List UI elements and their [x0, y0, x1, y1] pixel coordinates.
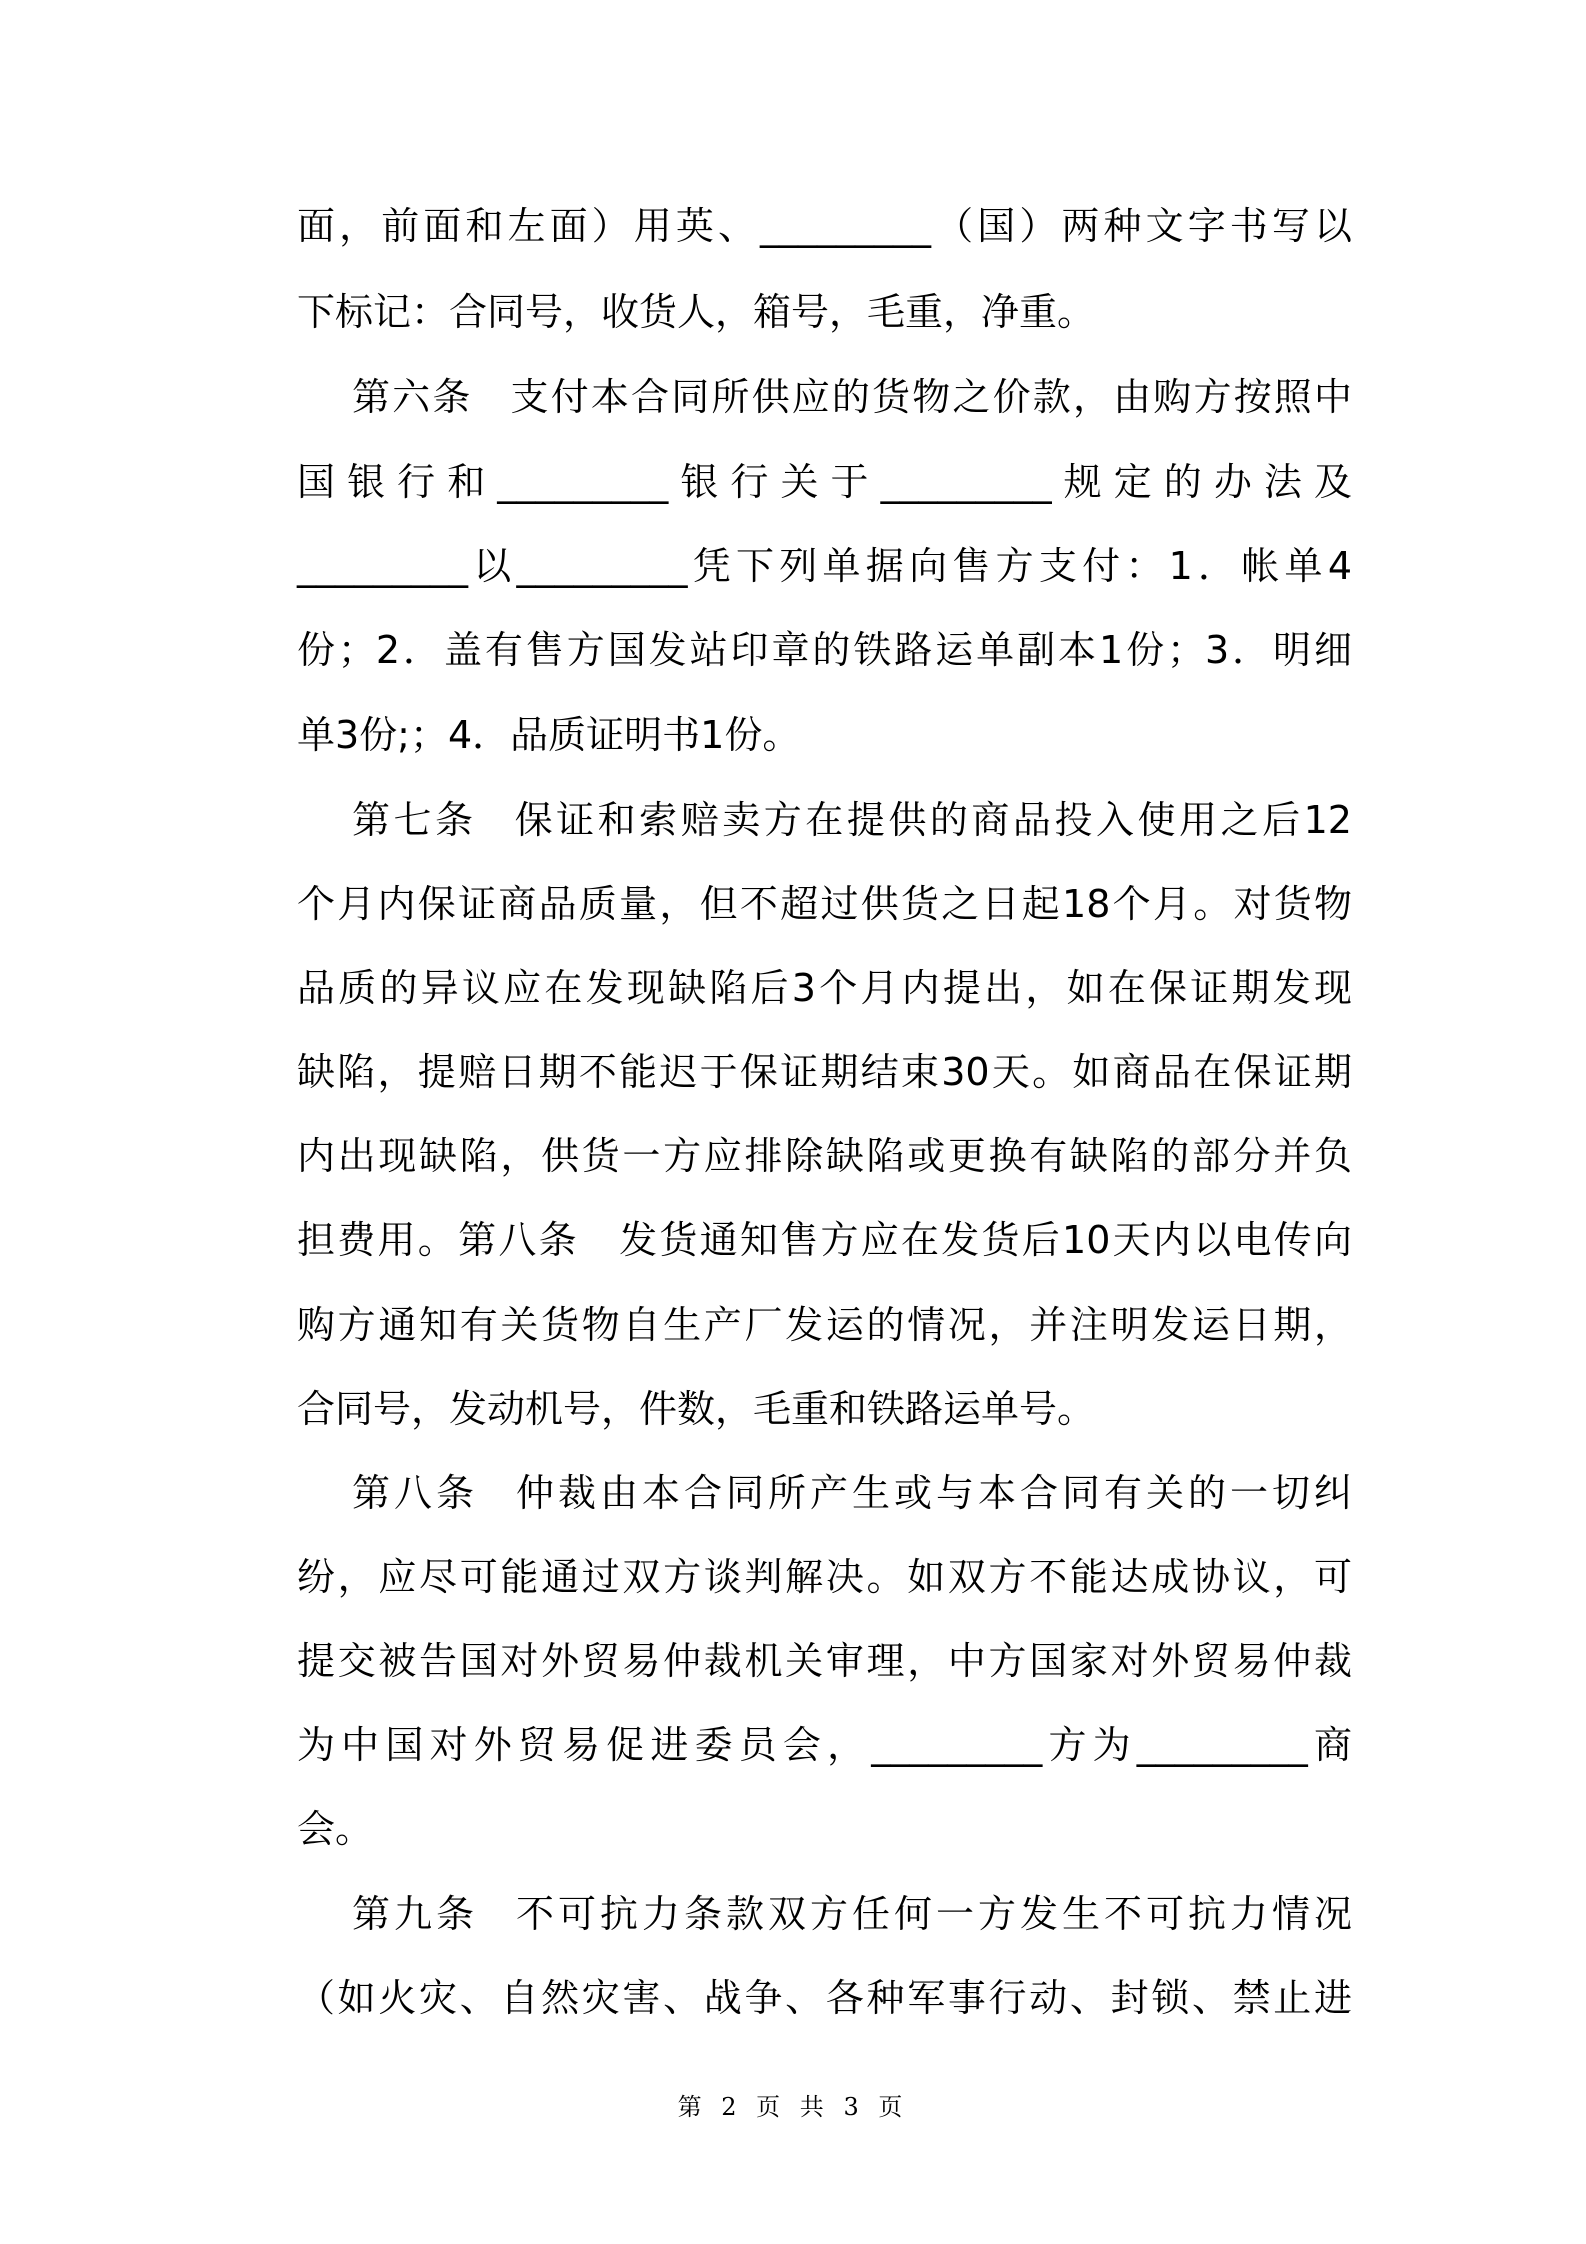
article-6-line: [352, 362, 1352, 432]
article-7-label: 第七条: [352, 798, 477, 842]
text-line: 个月内保证商品质量，但不超过供货之日起18个月。对货物: [297, 882, 1352, 926]
page-number: 第 2 页 共 3 页: [677, 2093, 909, 2121]
text-line: （如火灾、自然灾害、战争、各种军事行动、封锁、禁止进: [297, 1976, 1352, 2020]
article-9-line: [352, 1879, 1352, 1949]
text-line: 合同号，发动机号，件数，毛重和铁路运单号。: [297, 1387, 1096, 1431]
text-line: 份；2．盖有售方国发站印章的铁路运单副本1份；3．明细: [297, 628, 1352, 672]
article-6-label: 第六条: [352, 375, 473, 419]
text-line: 会。: [297, 1807, 374, 1851]
text-line: 缺陷，提赔日期不能迟于保证期结束30天。如商品在保证期: [297, 1050, 1352, 1094]
text-line: 品质的异议应在发现缺陷后3个月内提出，如在保证期发现: [297, 966, 1352, 1010]
text-line: 支付本合同所供应的货物之价款，由购方按照中: [510, 375, 1352, 419]
text-line: 国银行和_________银行关于_________规定的办法及: [297, 460, 1352, 504]
article-7-line: [352, 785, 1352, 855]
text-line: 保证和索赔卖方在提供的商品投入使用之后12: [514, 798, 1352, 842]
text-line: 提交被告国对外贸易仲裁机关审理，中方国家对外贸易仲裁: [297, 1639, 1352, 1683]
article-8-label: 第八条: [352, 1471, 478, 1515]
text-line: 下标记：合同号，收货人，箱号，毛重，净重。: [297, 290, 1096, 334]
text-line: 担费用。第八条 发货通知售方应在发货后10天内以电传向: [297, 1218, 1352, 1262]
text-line: 仲裁由本合同所产生或与本合同有关的一切纠: [516, 1471, 1352, 1515]
text-line: 面，前面和左面）用英、_________（国）两种文字书写以: [297, 204, 1352, 248]
article-9-label: 第九条: [352, 1892, 478, 1936]
text-line: 内出现缺陷，供货一方应排除缺陷或更换有缺陷的部分并负: [297, 1134, 1352, 1178]
text-line: 购方通知有关货物自生产厂发运的情况，并注明发运日期，: [297, 1303, 1352, 1347]
text-line: 单3份;；4．品质证明书1份。: [297, 713, 801, 757]
text-line: 为中国对外贸易促进委员会，_________方为_________商: [297, 1723, 1352, 1767]
text-line: 不可抗力条款双方任何一方发生不可抗力情况: [516, 1892, 1352, 1936]
article-8-line: [352, 1458, 1352, 1528]
text-line: _________以_________凭下列单据向售方支付：1．帐单4: [297, 544, 1352, 588]
text-line: 纷，应尽可能通过双方谈判解决。如双方不能达成协议，可: [297, 1555, 1352, 1599]
